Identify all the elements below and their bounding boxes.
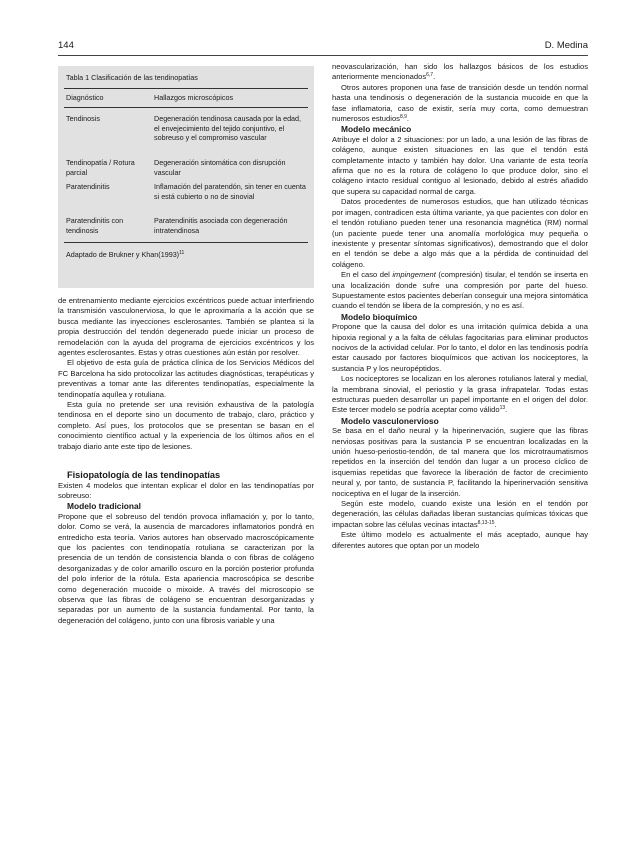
paragraph: Datos procedentes de numerosos estudios, que han utilizado técnicas por imagen, contradicen esta última variante, ya que pacientes con dolor en el tendón rotuliano pueden tener una resonancia magnética (RM) normal (un paciente puede tener una anomalía morfológica muy pequeña o inexistente y presentar síntomas significativos), demostrando que el dolor en el tendón se debe a algo más que a la pérdida de continuidad del colágeno.	[332, 197, 588, 269]
paragraph: de entrenamiento mediante ejercicios excéntricos puede actuar interfiriendo la transmisión vasculonerviosa, lo que le aproximaría a la acción que se busca mediante las inyecciones esclerosantes. También se plantea si la propia destrucción del tendón degenerado puede iniciar un proceso de remodelación con la ayuda del programa de ejercicios excéntricos y los agentes esclerosantes. Estas y otras cuestiones aún están por resolver.	[58, 296, 314, 358]
paragraph: Propone que la causa del dolor es una irritación química debida a una hipoxia regional y a la falta de células fagocitarias para eliminar productos nocivos de la actividad celular. Por lo tanto, el dolor en las tendinosis podría estar causado por factores bioquímicos que activan los nociceptores, la sustancia P y los neuropéptidos.	[332, 322, 588, 373]
table-cell-diagnosis: Paratendinitis con tendinosis	[66, 216, 124, 235]
header-rule	[58, 55, 588, 56]
table-bottom-rule	[64, 242, 308, 243]
running-header	[58, 40, 588, 54]
page-number: 144	[58, 40, 74, 51]
table-cell-diagnosis: Paratendinitis	[66, 182, 110, 191]
paragraph: Esta guía no pretende ser una revisión exhaustiva de la patología tendinosa en el deporte sino un documento de trabajo, claro, práctico y completo. Así pues, los protocolos que se presentan se basan en el conocimiento científico actual y la experiencia de los últimos años en el trabajo diario ante este tipo de lesiones.	[58, 400, 314, 451]
table-cell-findings: Paratendinitis asociada con degeneración intratendinosa	[154, 216, 288, 235]
classification-table	[58, 66, 314, 288]
paragraph: Otros autores proponen una fase de transición desde un tendón normal hasta una tendinosis o degeneración de la sustancia mucoide en que la fase inflamatoria, caso de existir, sería muy corta, como demuestran numerosos estudios$^{8,9}$.	[332, 82, 588, 124]
left-column	[58, 296, 314, 626]
section-heading-fisiopatologia: Fisiopatología de las tendinopatías	[67, 470, 221, 481]
table-cell-findings: Degeneración tendinosa causada por la edad, el envejecimiento del tejido conjuntivo, el sobreuso y el compromiso vascular	[154, 114, 302, 143]
paragraph: Atribuye el dolor a 2 situaciones: por un lado, a una lesión de las fibras de colágeno, aunque existen situaciones en las que el tendón está completamente intacto y también hay dolor. Una variante de esta teoría afirma que no es la rotura de colágeno lo que produce dolor, sino el colágeno intacto residual contiguo al lesionado, debido al estrés añadido que supera su capacidad normal de carga.	[332, 134, 588, 196]
table-header-diagnosis: Diagnóstico	[66, 93, 104, 102]
section-heading-modelo-mecanico: Modelo mecánico	[341, 124, 412, 135]
paragraph: Propone que el sobreuso del tendón provoca inflamación y, por lo tanto, dolor. Como se verá, la ausencia de marcadores inflamatorios pondrá en entredicho esta teoría. Varios autores han observado macroscópicamente que los pacientes con tendinopatía rotuliana se caracterizan por la presencia de un tendón de consistencia blanda o con fibras de colágeno desorganizadas y de color amarillo oscuro en la porción posterior profunda del polo inferior de la rótula. Esta apariencia macroscópica se describe como degeneración mucoide o mixoide. A través del microscopio se observa que las fibras de colágeno se encuentran desorganizadas y separadas por un aumento de la sustancia fundamental. Por tanto, la degeneración del colágeno, junto con una fibrosis variable y una	[58, 511, 314, 625]
paragraph: Según este modelo, cuando existe una lesión en el tendón por degeneración, las células dañadas liberan sustancias químicas tóxicas que impactan sobre las células vecinas intactas$^{8,13-15}$.	[332, 499, 588, 529]
table-cell-diagnosis: Tendinopatía / Rotura parcial	[66, 158, 135, 177]
paragraph: En el caso del impingement (compresión) tisular, el tendón se inserta en una localización donde sufre una compresión por parte del hueso. Supuestamente estos pacientes deberían conseguir una mejora sintomática cuando el tendón se libera de la compresión, y no es así.	[332, 270, 589, 311]
section-heading-modelo-vasculonervioso: Modelo vasculonervioso	[341, 415, 439, 426]
paragraph: neovascularización, han sido los hallazgos básicos de los estudios anteriormente mencionados$^{6,7}$.	[332, 62, 588, 82]
paragraph: Existen 4 modelos que intentan explicar el dolor en las tendinopatías por sobreuso:	[58, 480, 314, 500]
table-top-rule	[64, 88, 308, 89]
section-heading-modelo-bioquimico: Modelo bioquímico	[341, 311, 418, 322]
table-header-rule	[64, 107, 308, 108]
table-cell-diagnosis: Tendinosis	[66, 114, 100, 123]
section-heading-modelo-tradicional: Modelo tradicional	[67, 501, 141, 512]
table-caption: Tabla 1 Clasificación de las tendinopatías	[66, 73, 198, 82]
table-cell-findings: Inflamación del paratendón, sin tener en cuenta si está cubierto o no de sinovial	[154, 182, 306, 201]
paragraph: El objetivo de esta guía de práctica clínica de los Servicios Médicos del FC Barcelona ha sido protocolizar las actitudes diagnósticas, terapéuticas y preventivas a tomar ante las diferentes tendinopatías, especialmente la tendinopatía aquílea y rotuliana.	[58, 358, 314, 399]
running-author: D. Medina	[544, 40, 588, 51]
right-column	[332, 62, 588, 551]
paragraph: Este último modelo es actualmente el más aceptado, aunque hay diferentes autores que optan por un modelo	[332, 530, 588, 550]
table-footnote: Adaptado de Brukner y $Khan(1993)^{11}$	[66, 250, 185, 259]
paragraph: Se basa en el daño neural y la hiperinervación, sugiere que las fibras nerviosas positivas para la sustancia P se encuentran localizadas en la unión hueso-periostio-tendón, de tal manera que los microtraumatismos repetidos en la inserción del tendón dan lugar a un proceso cíclico de isquemias repetidas que favorece la liberación de factor de crecimiento neural y, por tanto, de sustancia P, facilitando la hiperinervación sensitiva nociceptiva en el lugar de la inserción.	[332, 426, 588, 498]
paragraph: Los nociceptores se localizan en los alerones rotulianos lateral y medial, la membrana sinovial, el periostio y la grasa infrapatelar. Todas estas estructuras pueden desarrollar un papel importante en el origen del dolor. Este tercer modelo se podría aceptar como válido$^{13}$.	[332, 374, 588, 415]
table-cell-findings: Degeneración sintomática con disrupción vascular	[154, 158, 286, 177]
table-header-findings: Hallazgos microscópicos	[154, 93, 234, 102]
